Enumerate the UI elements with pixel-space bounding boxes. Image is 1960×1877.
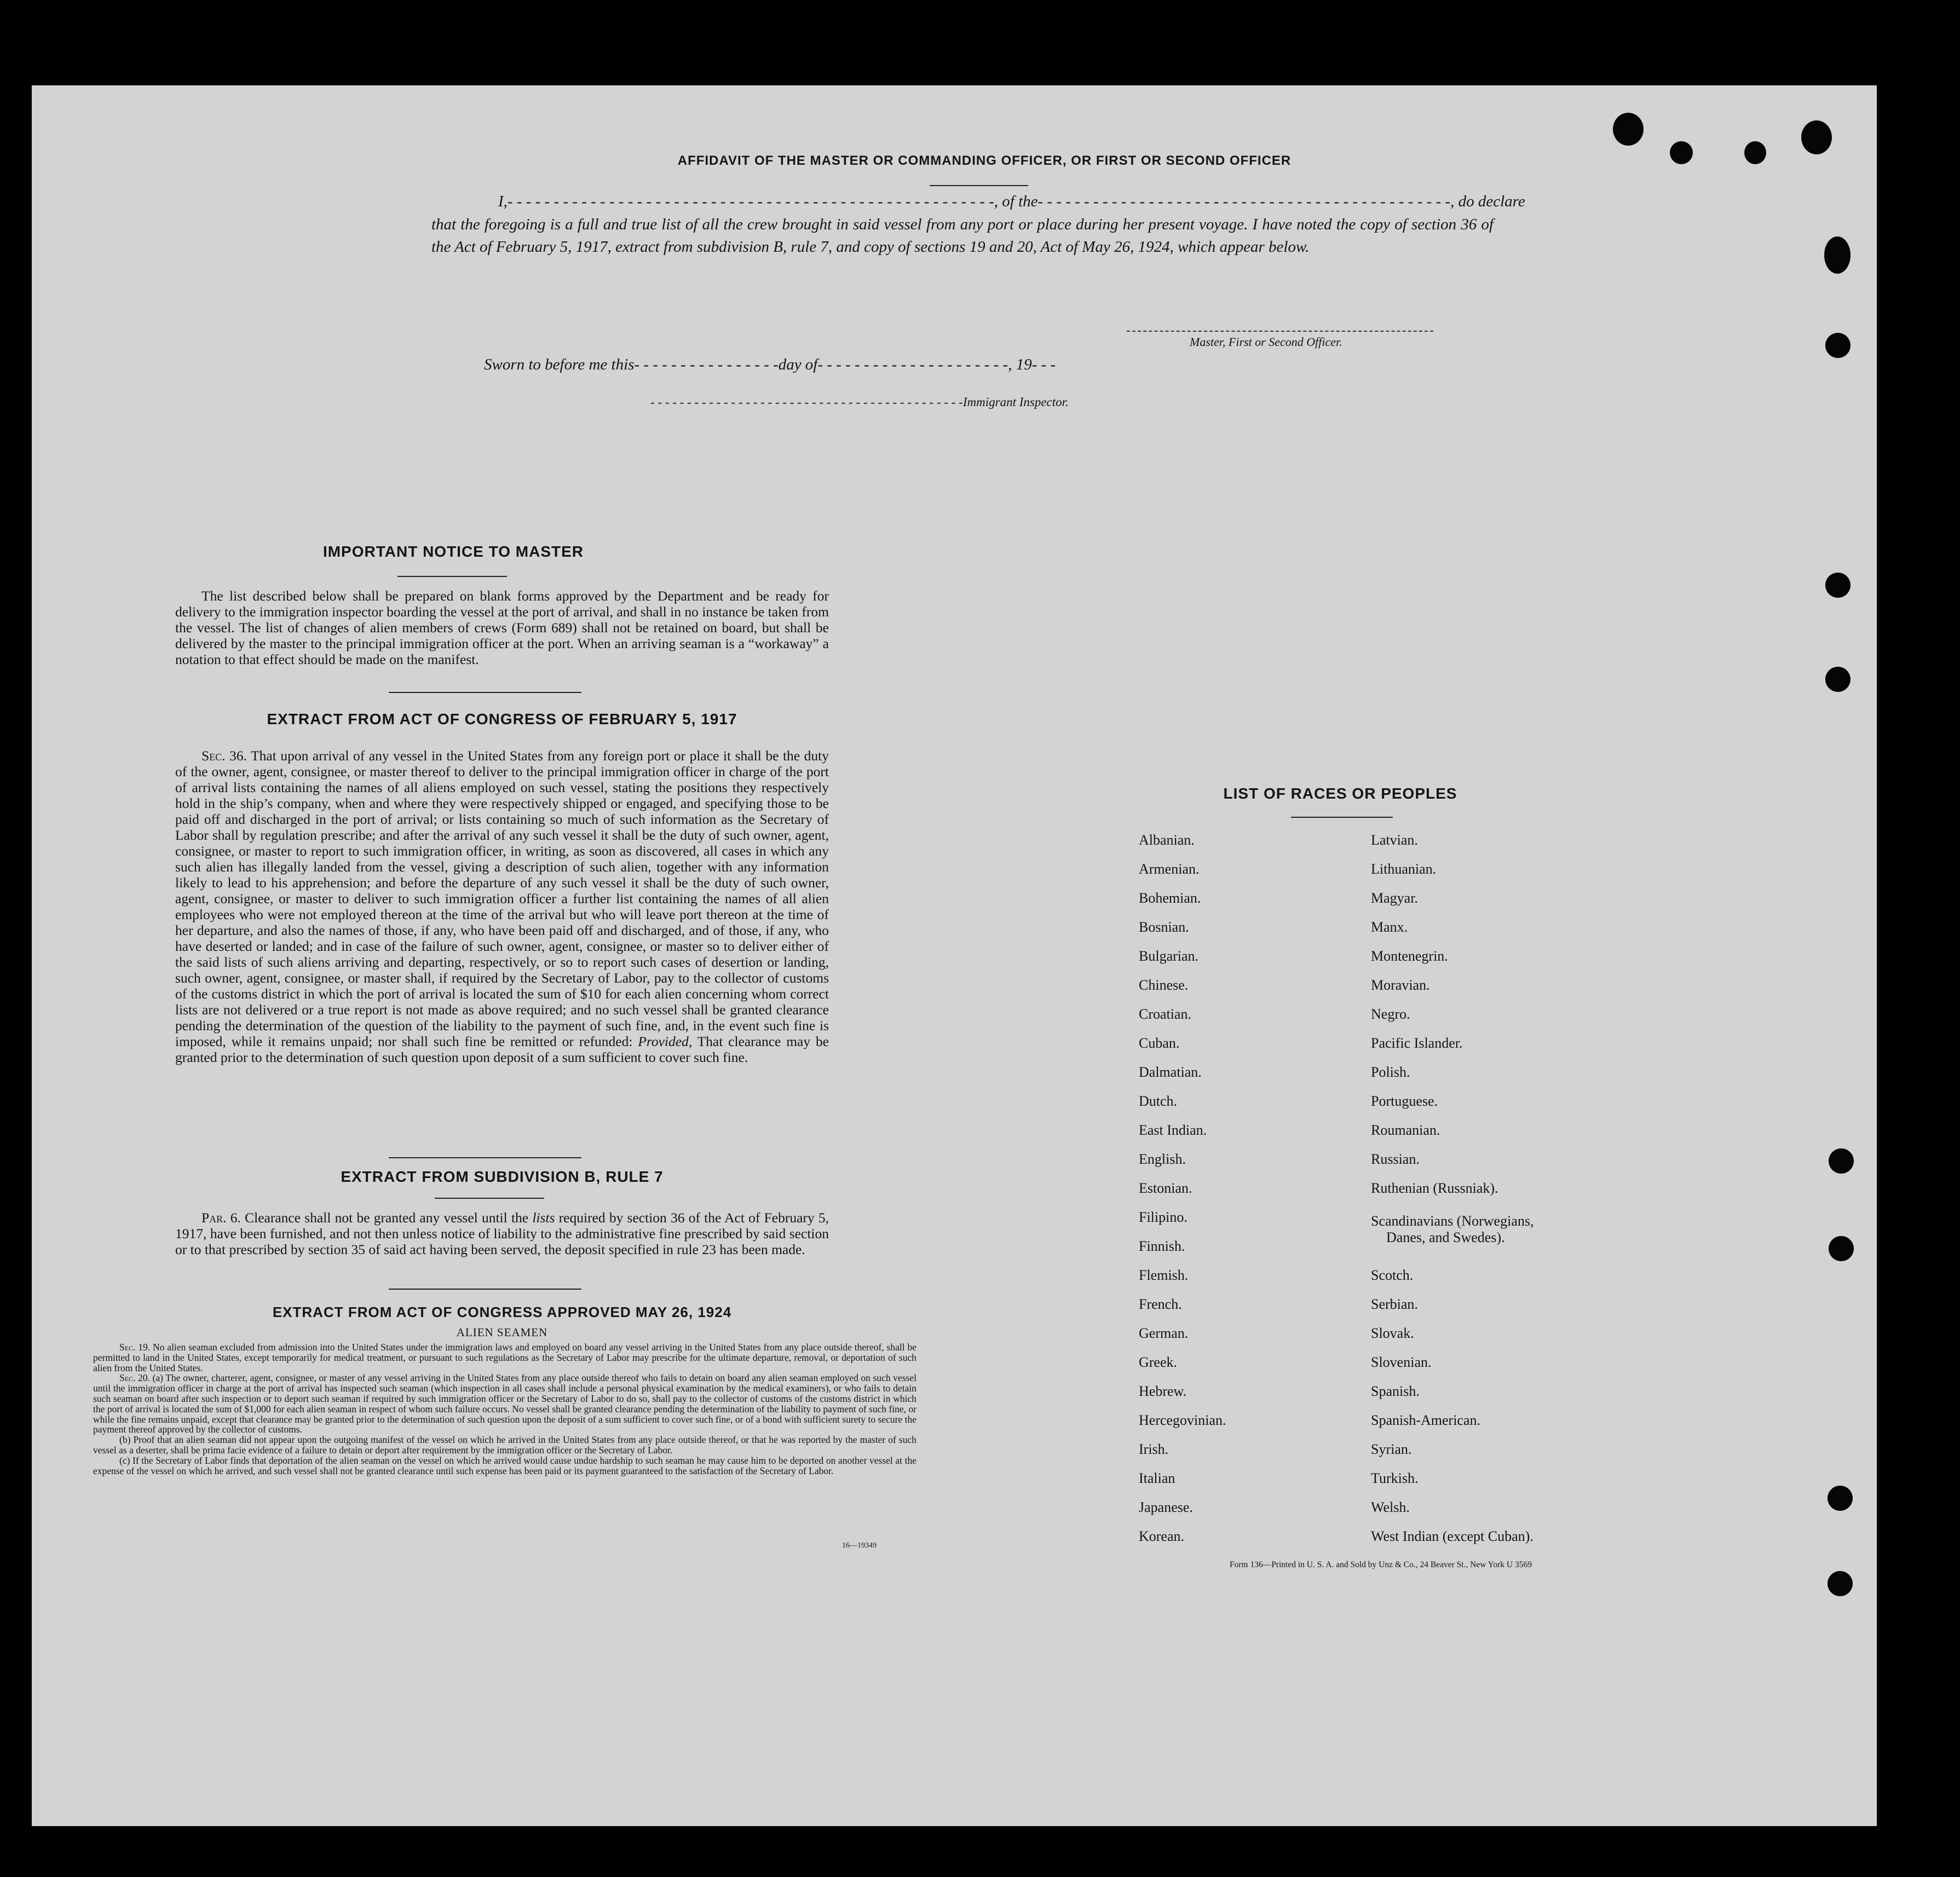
race-item: Danes, and Swedes). [1386, 1229, 1505, 1245]
affidavit-line [498, 193, 1525, 211]
binding-hole [1829, 1148, 1854, 1174]
section-20b: (b) Proof that an alien seaman did not appear upon the outgoing manifest of the vessel on which he arrived in the United States from any place outside thereof, or that he was reported by the master of such vessel as a deserter, shall be prima facie evidence of a failure to detain or deport after requirement by the immigration officer or the Secretary of Labor. [93, 1434, 916, 1456]
race-item: East Indian. [1139, 1122, 1207, 1138]
race-item: Bulgarian. [1139, 948, 1199, 964]
race-item: Welsh. [1371, 1499, 1410, 1515]
year-text: , 19 [1008, 356, 1032, 373]
races-title: LIST OF RACES OR PEOPLES [1223, 785, 1457, 802]
race-item: Serbian. [1371, 1296, 1418, 1312]
race-item: Spanish-American. [1371, 1412, 1481, 1428]
master-signature-label: Master, First or Second Officer. [1190, 335, 1342, 349]
race-item: Portuguese. [1371, 1093, 1438, 1109]
vessel-blank: - - - - - - - - - - - - - - - - - - - - - - - - - - - - - - - - - - - - - - - - - - - - - [1037, 193, 1451, 210]
race-item: Russian. [1371, 1151, 1420, 1167]
race-item: Flemish. [1139, 1267, 1189, 1283]
divider [1291, 817, 1393, 818]
divider [389, 1157, 581, 1158]
race-item: Chinese. [1139, 977, 1189, 993]
race-item: Filipino. [1139, 1209, 1187, 1225]
race-item: Albanian. [1139, 832, 1195, 848]
section-19-label: Sec. 19. [119, 1342, 151, 1353]
day-of-text: day of [778, 356, 818, 373]
binding-hole [1829, 1236, 1854, 1261]
month-blank: - - - - - - - - - - - - - - - - - - - - - [817, 356, 1008, 373]
subdivision-b-text [175, 1210, 829, 1257]
name-blank: - - - - - - - - - - - - - - - - - - - - - - - - - - - - - - - - - - - - - - - - - - - - - - - - - - - - - [507, 193, 994, 210]
race-item: Hercegovinian. [1139, 1412, 1226, 1428]
race-item: Armenian. [1139, 861, 1200, 877]
sworn-line: Sworn to before me this- - - - - - - - - - - - - - - -day of- - - - - - - - - - - - - - - - - - - - -, 19- - - [484, 356, 1056, 373]
race-item: Greek. [1139, 1354, 1178, 1370]
form-footer: Form 136—Printed in U. S. A. and Sold by Unz & Co., 24 Beaver St., New York U 3569 [1230, 1560, 1532, 1569]
binding-hole [1801, 120, 1832, 154]
race-item: Spanish. [1371, 1383, 1420, 1399]
paragraph-label: Par. 6. [201, 1210, 241, 1226]
race-item: Japanese. [1139, 1499, 1193, 1515]
paragraph-6-end: required by section 36 of the Act of February 5, 1917, have been furnished, and not then unless notice of liability to the administrative fine prescribed by said section or to that prescribed by section 35 of said act having been served, the deposit specified in rule 23 has been made. [175, 1210, 829, 1257]
race-item: Estonian. [1139, 1180, 1192, 1196]
section-20c: (c) If the Secretary of Labor finds that deportation of the alien seaman on the vessel on which he arrived would cause undue hardship to such seaman he may cause him to be deported on another vessel at the expense of the vessel on which he arrived, and such vessel shall not be granted clearance until such expense has been paid or its payment guaranteed to the satisfaction of the Secretary of Labor. [93, 1454, 916, 1476]
section-20a-body: (a) The owner, charterer, agent, consignee, or master of any vessel arriving in the United States from any place outside thereof who fails to detain on board any alien seaman employed on such vessel until the immigration officer in charge at the port of arrival has inspected such seaman (which inspection in all cases shall include a personal physical examination by the medical examiners), or who fails to detain such seaman on board after such inspection or to deport such seaman if required by such immigration officer or the Secretary of Labor to do so, shall pay to the collector of customs of the customs district in which the port of arrival is located the sum of $1,000 for each alien seaman in respect of whom such failure occurs. No vessel shall be granted clearance pending the determination of the liability to payment of such fine, or while the fine remains unpaid, except that clearance may be granted prior to the determination of such question upon the deposit of a sum sufficient to cover such fine, or of a bond with sufficient surety to secure the payment thereof approved by the collector of customs. [93, 1372, 917, 1435]
race-item: Montenegrin. [1371, 948, 1448, 964]
extract-1924-title: EXTRACT FROM ACT OF CONGRESS APPROVED MAY 26, 1924 [272, 1304, 732, 1320]
race-item: Negro. [1371, 1006, 1410, 1022]
affidavit-i: I, [498, 193, 508, 210]
race-item: Lithuanian. [1371, 861, 1437, 877]
race-item: Ruthenian (Russniak). [1371, 1180, 1498, 1196]
race-item: German. [1139, 1325, 1189, 1341]
binding-hole [1828, 1571, 1853, 1596]
race-item: Roumanian. [1371, 1122, 1440, 1138]
binding-hole [1825, 333, 1851, 358]
inspector-label: Immigrant Inspector. [962, 395, 1069, 409]
race-item: Slovak. [1371, 1325, 1414, 1341]
race-item: Korean. [1139, 1528, 1185, 1544]
race-item: Scandinavians (Norwegians, [1371, 1213, 1534, 1229]
race-item: Moravian. [1371, 977, 1430, 993]
race-item: Latvian. [1371, 832, 1418, 848]
print-code: 16—19349 [842, 1541, 877, 1550]
affidavit-paragraph: that the foregoing is a full and true list of all the crew brought in said vessel from any port or place during her present voyage. I have noted the copy of section 36 of the Act of February 5, 1917, extract from subdivision B, rule 7, and copy of sections 19 and 20, Act of May 26, 1924, which appear below. [431, 216, 1494, 256]
binding-hole [1744, 141, 1766, 164]
extract-1917-title: EXTRACT FROM ACT OF CONGRESS OF FEBRUARY 5, 1917 [267, 711, 737, 727]
affidavit-title: AFFIDAVIT OF THE MASTER OR COMMANDING OFFICER, OR FIRST OR SECOND OFFICER [677, 153, 1292, 168]
inspector-blank: - - - - - - - - - - - - - - - - - - - - - - - - - - - - - - - - - - - - - - - - - - - [650, 395, 963, 409]
lists-term: lists [532, 1210, 555, 1226]
paragraph-6-body: Clearance shall not be granted any vessel until the [245, 1210, 529, 1226]
form-page [32, 85, 1877, 1826]
race-item: West Indian (except Cuban). [1371, 1528, 1534, 1544]
day-blank: - - - - - - - - - - - - - - - - [634, 356, 779, 373]
race-item: Dalmatian. [1139, 1064, 1202, 1080]
binding-hole [1825, 573, 1851, 598]
section-20a [93, 1373, 916, 1435]
section-36-body: That upon arrival of any vessel in the United States from any foreign port or place it shall be the duty of the owner, agent, consignee, or master thereof to deliver to the principal immigration officer in charge of the port of arrival lists containing the names of all aliens employed on such vessel, stating the positions they respectively hold in the ship’s company, when and where they were respectively shipped or engaged, and specifying those to be paid off and discharged in the port of arrival; or lists containing so much of such information as the Secretary of Labor shall by regulation prescribe; and after the arrival of any such vessel it shall be the duty of such owner, agent, consignee, or master to report to such immigration officer, in writing, as soon as discovered, all cases in which any such alien has illegally landed from the vessel, giving a description of such alien, together with any information likely to lead to his apprehension; and before the departure of any such vessel it shall be the duty of such owner, agent, consignee, or master to deliver to such immigration officer a further list containing the names of all alien employees who were not employed thereon at the time of the arrival but who will leave port thereon at the time of her departure, and also the names of those, if any, who have been paid off and discharged, and of those, if any, who have deserted or landed; and in case of the failure of such owner, agent, consignee, or master so to deliver either of the said lists of such aliens arriving and departing, respectively, or so to report such cases of desertion or landing, such owner, agent, consignee, or master shall, if required by the Secretary of Labor, pay to the collector of customs of the customs district in which the port of arrival is located the sum of $10 for each alien concerning whom correct lists are not delivered or a true report is not made as above required; and no such vessel shall be granted clearance pending the determination of the question of the liability to the payment of such fine, and, in the event such fine is imposed, while it remains unpaid; nor shall such fine be remitted or refunded: [175, 748, 829, 1049]
race-item: Magyar. [1371, 890, 1418, 906]
race-item: Croatian. [1139, 1006, 1192, 1022]
race-item: Irish. [1139, 1441, 1169, 1457]
divider [930, 185, 1028, 186]
subdivision-b-title: EXTRACT FROM SUBDIVISION B, RULE 7 [341, 1168, 664, 1185]
binding-hole [1825, 667, 1851, 692]
sworn-text: Sworn to before me this [484, 356, 635, 373]
race-item: Pacific Islander. [1371, 1035, 1463, 1051]
extract-1924-text [93, 1342, 916, 1476]
race-item: Italian [1139, 1470, 1175, 1486]
race-item: Slovenian. [1371, 1354, 1432, 1370]
extract-1917-text [175, 748, 829, 1065]
divider [389, 692, 581, 693]
race-item: Hebrew. [1139, 1383, 1187, 1399]
race-item: Finnish. [1139, 1238, 1185, 1254]
race-item: Bohemian. [1139, 890, 1201, 906]
race-item: Cuban. [1139, 1035, 1180, 1051]
binding-hole [1670, 141, 1693, 164]
race-item: English. [1139, 1151, 1186, 1167]
affidavit-do-declare: , do declare [1450, 193, 1525, 210]
divider [397, 576, 507, 577]
section-19 [93, 1342, 916, 1373]
race-item: French. [1139, 1296, 1182, 1312]
affidavit-of-the: , of the [994, 193, 1038, 210]
notice-title: IMPORTANT NOTICE TO MASTER [322, 543, 584, 560]
divider [435, 1198, 544, 1199]
provided-term: Provided, [638, 1033, 693, 1049]
inspector-line [650, 395, 1069, 409]
section-36-end: That clearance may be granted prior to the determination of such question upon deposit of a sum sufficient to cover such fine. [175, 1033, 829, 1065]
race-item: Scotch. [1371, 1267, 1414, 1283]
signature-line [1127, 331, 1433, 332]
binding-hole [1828, 1486, 1853, 1511]
binding-hole [1824, 236, 1851, 274]
section-19-body: No alien seaman excluded from admission into the United States under the immigration laws and employed on board any vessel arriving in the United States from any place outside thereof, shall be permitted to land in the United States, except temporarily for medical treatment, or pursuant to such regulations as the Secretary of Labor may prescribe for the ultimate departure, removal, or deportation of such alien from the United States. [93, 1342, 916, 1373]
race-item: Polish. [1371, 1064, 1410, 1080]
race-item: Syrian. [1371, 1441, 1412, 1457]
race-item: Dutch. [1139, 1093, 1178, 1109]
section-20-label: Sec. 20. [119, 1372, 150, 1384]
alien-seamen-subtitle: ALIEN SEAMEN [456, 1326, 548, 1339]
binding-hole [1613, 113, 1644, 146]
race-item: Bosnian. [1139, 919, 1189, 935]
section-label: Sec. 36. [201, 748, 247, 764]
divider [389, 1289, 581, 1290]
notice-text: The list described below shall be prepared on blank forms approved by the Department and be ready for delivery to the immigration inspector boarding the vessel at the port of arrival, and shall in no instance be taken from the vessel. The list of changes of alien members of crews (Form 689) shall not be retained on board, but shall be delivered by the master to the principal immigration officer at the port. When an arriving seaman is a “workaway” a notation to that effect should be made on the manifest. [175, 588, 829, 667]
race-item: Turkish. [1371, 1470, 1419, 1486]
race-item: Manx. [1371, 919, 1408, 935]
